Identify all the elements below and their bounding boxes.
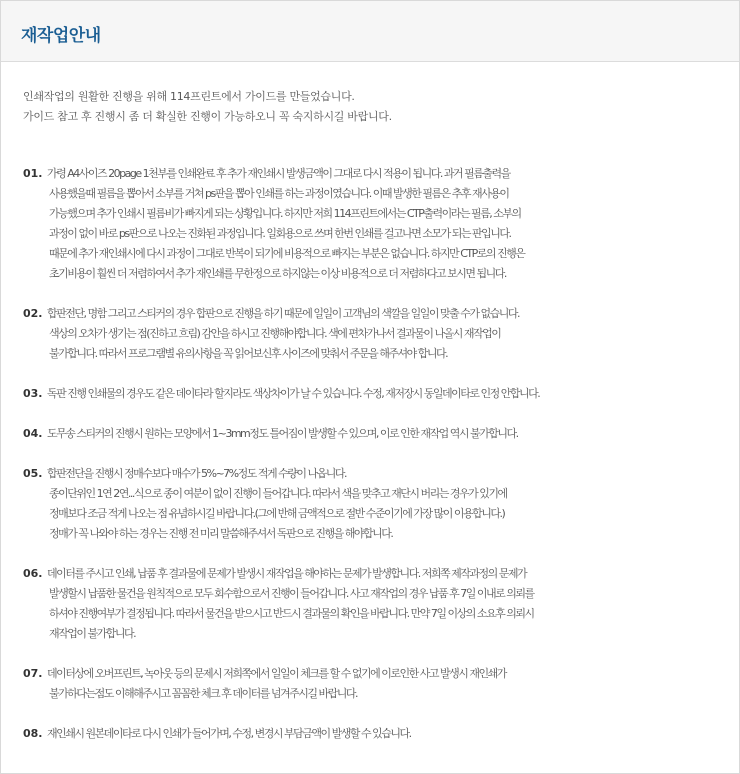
notice-line: 정매보다 조금 적게 나오는 점 유념하시길 바랍니다.(그에 반해 금액적으로 절반 수준이기에 가장 많이 이용합니다.): [49, 507, 505, 520]
notice-line: 때문에 추가 재인쇄시에 다시 과정이 그대로 반복이 되기에 비용적으로 빠지는 부분은 없습니다. 하지만 CTP로의 진행은: [49, 247, 525, 260]
notice-line: 불가합니다. 따라서 프로그램별 유의사항을 꼭 읽어보신후 사이즈에 맞춰서 주문을 해주셔야 합니다.: [49, 347, 448, 360]
notice-line: 색상의 오차가 생기는 점(진하고 흐림) 감안을 하시고 진행해야합니다. 색에 편차가나서 결과물이 나올시 재작업이: [49, 327, 501, 340]
notice-item-03: [23, 384, 723, 404]
notice-line: 사용했을때 필름을 뽑아서 소부를 거쳐 ps판을 뽑아 인쇄를 하는 과정이였습니다. 이때 발생한 필름은 추후 재사용이: [49, 187, 509, 200]
notice-line: 초기비용이 훨씬 더 저렴하여서 추가 재인쇄를 무한정으로 하지않는 이상 비용적으로 더 저렴하다고 보시면 됩니다.: [49, 267, 506, 280]
notice-number: 01.: [23, 167, 43, 180]
notice-line: 재인쇄시 원본데이타로 다시 인쇄가 들어가며, 수정, 변경시 부담금액이 발생할 수 있습니다.: [47, 727, 411, 740]
page-title: 재작업안내: [21, 25, 101, 46]
notice-item-01: [23, 164, 723, 284]
notice-line: 데이터상에 오버프린트, 녹아웃 등의 문제시 저희쪽에서 일일이 체크를 할 수 없기에 이로인한 사고 발생시 재인쇄가: [47, 667, 506, 680]
notice-line: 하셔야 진행여부가 결정됩니다. 따라서 물건을 받으시고 반드시 결과물의 확인을 바랍니다. 만약 7일 이상의 소요후 의뢰시: [49, 607, 534, 620]
notice-item-02: [23, 304, 723, 364]
intro-line: 인쇄작업의 원활한 진행을 위해 114프린트에서 가이드를 만들었습니다.: [23, 90, 355, 103]
intro-line: 가이드 참고 후 진행시 좀 더 확실한 진행이 가능하오니 꼭 숙지하시길 바랍니다.: [23, 110, 392, 123]
notice-number: 04.: [23, 427, 43, 440]
notice-number: 07.: [23, 667, 43, 680]
notice-line: 독판 진행 인쇄물의 경우도 같은 데이타라 할지라도 색상차이가 날 수 있습니다. 수정, 재저장시 동일데이타로 인정 안합니다.: [47, 387, 540, 400]
notice-item-05: [23, 464, 723, 544]
notice-line: 데이터를 주시고 인쇄, 납품 후 결과물에 문제가 발생시 재작업을 해야하는 문제가 발생합니다. 저희쪽 제작과정의 문제가: [47, 567, 527, 580]
notice-line: 불가하다는점도 이해해주시고 꼼꼼한 체크 후 데이터를 넘겨주시길 바랍니다.: [49, 687, 358, 700]
notice-item-08: [23, 724, 723, 744]
notice-item-06: [23, 564, 723, 644]
notice-line: 도무송 스티커의 진행시 원하는 모양에서 1~3mm정도 틀어짐이 발생할 수 있으며, 이로 인한 재작업 역시 불가합니다.: [47, 427, 518, 440]
notice-number: 05.: [23, 467, 43, 480]
notice-line: 가능했으며 추가 인쇄시 필름비가 빠지게 되는 상황입니다. 하지만 저희 114프린트에서는 CTP출력이라는 필름, 소부의: [49, 207, 521, 220]
notice-item-07: [23, 664, 723, 704]
notice-number: 08.: [23, 727, 43, 740]
notice-number: 06.: [23, 567, 43, 580]
notice-line: 재작업이 불가합니다.: [49, 627, 136, 640]
notice-line: 정매가 꼭 나와야 하는 경우는 진행 전 미리 말씀해주셔서 독판으로 진행을 해야합니다.: [49, 527, 393, 540]
notice-line: 가령 A4사이즈 20page 1천부를 인쇄완료 후 추가 재인쇄시 발생금액이 그대로 다시 적용이 됩니다. 과거 필름출력을: [47, 167, 510, 180]
notice-line: 발생할시 납품한 물건을 원칙적으로 모두 회수함으로서 진행이 들어갑니다. 사고 재작업의 경우 납품 후 7일 이내로 의뢰를: [49, 587, 534, 600]
notice-line: 과정이 없이 바로 ps판으로 나오는 진화된 과정입니다. 일회용으로 쓰며 한번 인쇄를 걸고나면 소모가 되는 판입니다.: [49, 227, 511, 240]
notice-line: 합판전단을 진행시 정매수보다 매수가 5%~7%정도 적게 수량이 나옵니다.: [47, 467, 346, 480]
notice-item-04: [23, 424, 723, 444]
notice-line: 합판전단, 명함 그리고 스티커의 경우 합판으로 진행을 하기 때문에 일일이 고객님의 색깔을 일일이 맞출 수가 없습니다.: [47, 307, 519, 320]
notice-number: 02.: [23, 307, 43, 320]
notice-number: 03.: [23, 387, 43, 400]
page-header: [1, 1, 739, 62]
notice-line: 종이단위인 1연 2연...식으로 종이 여분이 없이 진행이 들어갑니다. 따라서 색을 맞추고 재단시 버리는 경우가 있기에: [49, 487, 507, 500]
intro-text: [23, 87, 392, 127]
